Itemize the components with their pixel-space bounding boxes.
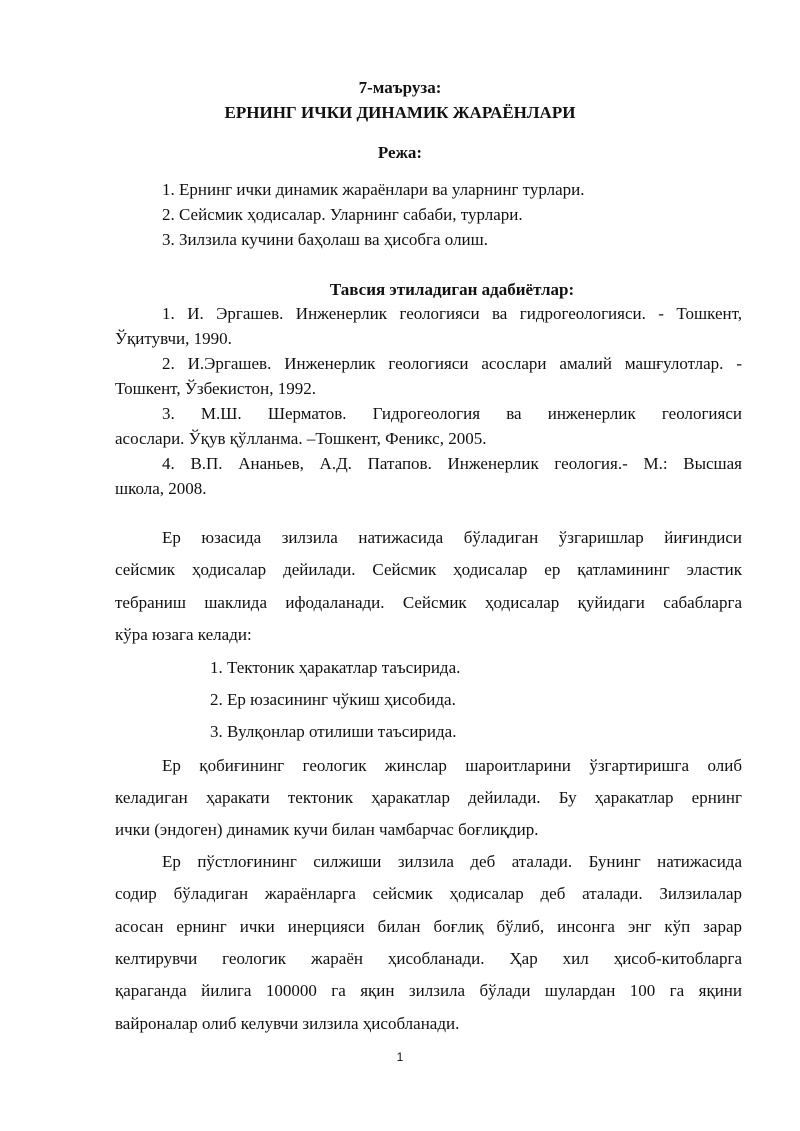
cause-item: 2. Ер юзасининг чўкиш ҳисобида. [210, 690, 456, 709]
paragraph-line: келтирувчи геологик жараён ҳисобланади. Ҳар хил ҳисоб-китобларга [115, 949, 742, 968]
literature-item: 3. М.Ш. Шерматов. Гидрогеология ва инженерлик геологияси [162, 404, 742, 423]
paragraph-line: ички (эндоген) динамик кучи билан чамбарчас боғлиқдир. [115, 820, 539, 839]
paragraph-line: вайроналар олиб келувчи зилзила ҳисобланади. [115, 1014, 460, 1033]
paragraph-line: Ер қобиғининг геологик жинслар шароитларини ўзгартиришга олиб [162, 756, 742, 775]
paragraph-line: Ер юзасида зилзила натижасида бўладиган ўзгаришлар йиғиндиси [162, 528, 742, 547]
literature-item: асослари. Ўқув қўлланма. –Тошкент, Феникс, 2005. [115, 429, 487, 448]
paragraph-line: тебраниш шаклида ифодаланади. Сейсмик ҳодисалар қуйидаги сабабларга [115, 593, 742, 612]
paragraph-line: асосан ернинг ички инерцияси билан боғлиқ бўлиб, инсонга энг кўп зарар [115, 917, 742, 936]
cause-item: 3. Вулқонлар отилиши таъсирида. [210, 722, 457, 741]
paragraph-line: сейсмик ҳодисалар дейилади. Сейсмик ҳодисалар ер қатламининг эластик [115, 560, 742, 579]
lecture-number: 7-маъруза: [358, 78, 442, 97]
paragraph-line: қараганда йилига 100000 га яқин зилзила бўлади шулардан 100 га яқини [115, 981, 742, 1000]
literature-heading: Тавсия этиладиган адабиётлар: [329, 280, 575, 299]
plan-item: 2. Сейсмик ҳодисалар. Уларнинг сабаби, турлари. [162, 205, 523, 224]
paragraph-line: содир бўладиган жараёнларга сейсмик ҳодисалар деб аталади. Зилзилалар [115, 884, 742, 903]
paragraph-line: Ер пўстлоғининг силжиши зилзила деб аталади. Бунинг натижасида [162, 852, 742, 871]
plan-heading: Режа: [377, 143, 423, 162]
literature-item: Тошкент, Ўзбекистон, 1992. [115, 379, 317, 398]
literature-item: школа, 2008. [115, 479, 207, 498]
paragraph-line: келадиган ҳаракати тектоник ҳаракатлар дейилади. Бу ҳаракатлар ернинг [115, 788, 742, 807]
page-title: ЕРНИНГ ИЧКИ ДИНАМИК ЖАРАЁНЛАРИ [224, 103, 576, 122]
plan-item: 3. Зилзила кучини баҳолаш ва ҳисобга олиш. [162, 230, 488, 249]
page-number: 1 [396, 1050, 404, 1064]
plan-item: 1. Ернинг ички динамик жараёнлари ва уларнинг турлари. [162, 180, 585, 199]
literature-item: 1. И. Эргашев. Инженерлик геологияси ва гидрогеологияси. - Тошкент, [162, 304, 742, 323]
paragraph-line: кўра юзага келади: [115, 625, 252, 644]
literature-item: 2. И.Эргашев. Инженерлик геологияси асослари амалий машғулотлар. - [162, 354, 742, 373]
literature-item: Ўқитувчи, 1990. [115, 329, 232, 348]
literature-item: 4. В.П. Ананьев, А.Д. Патапов. Инженерлик геология.- М.: Высшая [162, 454, 742, 473]
cause-item: 1. Тектоник ҳаракатлар таъсирида. [210, 658, 461, 677]
